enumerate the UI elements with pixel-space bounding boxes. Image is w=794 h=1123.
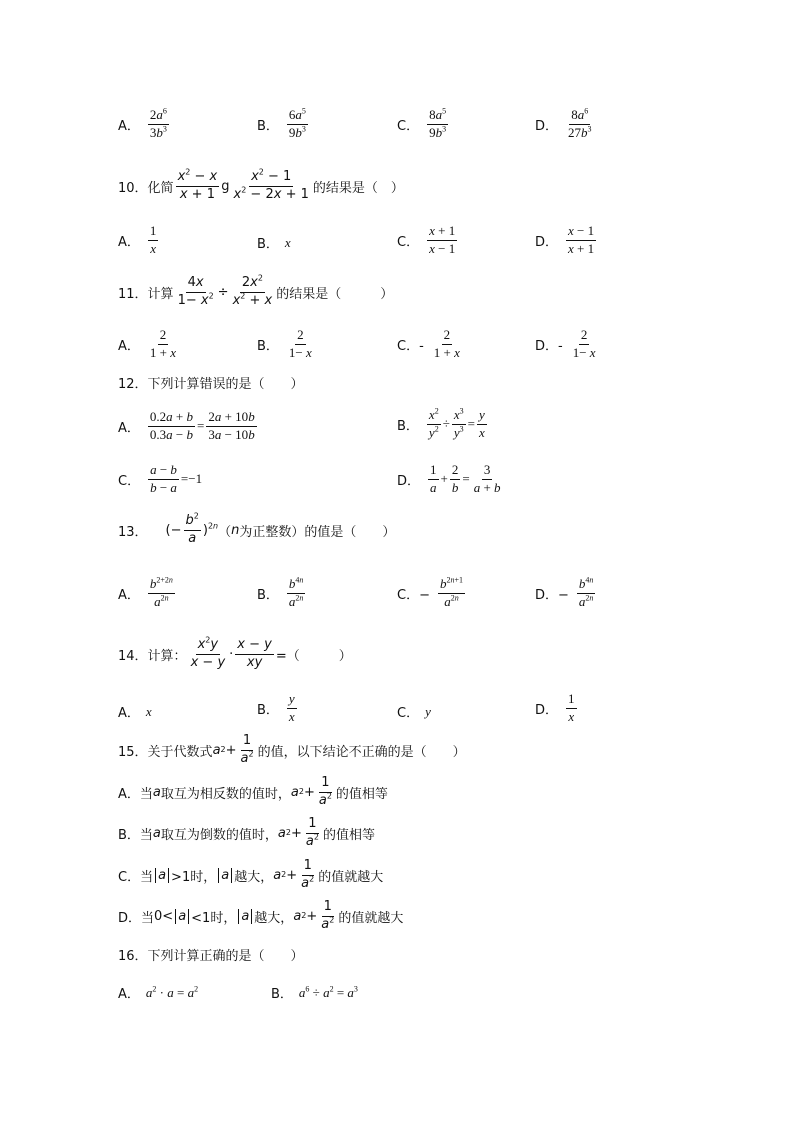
- q10-fraction-1: $\frac{x^2 - x}{x + 1}$: [177, 167, 218, 202]
- q13-stem: 13． (− $\frac{b^2}{a}$ )$^{2n}$ （ n 为正整数）的值是（ ）: [118, 511, 396, 546]
- q14-option-d[interactable]: D． $\frac{1}{x}$: [535, 691, 575, 724]
- q13-option-d[interactable]: D．− $\frac{b^{4n}}{a^{2n}}$: [535, 575, 594, 609]
- q15-option-a[interactable]: A．当 a 取互为相反数的值时， a 2 + $\frac{1}{a^2}$ 的值相等: [118, 775, 388, 808]
- q10-option-d[interactable]: D． $\frac{x - 1}{x + 1}$: [535, 223, 595, 256]
- q16-stem: 16． 下列计算正确的是（ ）: [118, 949, 304, 964]
- q11-option-d[interactable]: D．- $\frac{2}{1- x}$: [535, 327, 596, 360]
- q14-stem: 14． 计算： $\frac{x^2y}{x - y}$ · $\frac{x - y}{xy}$ =（ ）: [118, 635, 352, 670]
- q13-option-a[interactable]: A． $\frac{b^{2+2n}}{a^{2n}}$: [118, 575, 173, 609]
- q15-option-d[interactable]: D．当 0< a <1时， a 越大， a 2 + $\frac{1}{a^2}$ 的值就越大: [118, 899, 404, 932]
- q16-option-b[interactable]: B． $a^6 \div a^2 = a^3$: [271, 984, 358, 1002]
- q16-option-a[interactable]: A． $a^2 \cdot a = a^2$: [118, 984, 199, 1002]
- q10-option-c[interactable]: C． $\frac{x + 1}{x - 1}$: [397, 223, 456, 256]
- q9-option-a[interactable]: A． $\frac{2a^6}{3b^3}$: [118, 106, 167, 140]
- q11-option-b[interactable]: B． $\frac{2}{1- x}$: [257, 327, 312, 360]
- q13-option-b[interactable]: B． $\frac{b^{4n}}{a^{2n}}$: [257, 575, 304, 609]
- q9-option-c[interactable]: C． $\frac{8a^5}{9b^3}$: [397, 106, 447, 140]
- q12-option-c[interactable]: C． $\frac{a - b}{b - a}$ =−1: [118, 462, 203, 495]
- q9-option-d[interactable]: D． $\frac{8a^6}{27b^3}$: [535, 106, 592, 140]
- q13-option-c[interactable]: C．− $\frac{b^{2n+1}}{a^{2n}}$: [397, 575, 463, 609]
- q10-stem: 10． 化简 $\frac{x^2 - x}{x + 1}$ g $\frac{x^2 - 1}{x^2 - 2x + 1}$ 的结果是（ ）: [118, 167, 404, 202]
- q12-option-a[interactable]: A． $\frac{0.2a + b}{0.3a - b}$ = $\frac{2a + 10b}{3a - 10b}$: [118, 409, 255, 442]
- q14-option-a[interactable]: A． x: [118, 703, 152, 721]
- q12-option-b[interactable]: B． $\frac{x^2}{y^2}$ ÷ $\frac{x^3}{y^3}$ = $\frac{y}{x}$: [397, 406, 485, 440]
- q11-stem: 11． 计算 $\frac{4x}{1- x^2}$ ÷ $\frac{2x^2}{x^2 + x}$ 的结果是（ ）: [118, 273, 394, 308]
- q15-stem: 15． 关于代数式 a 2 + $\frac{1}{a^2}$ 的值，以下结论不正确的是（ ）: [118, 733, 466, 766]
- q10-fraction-2: $\frac{x^2 - 1}{x^2 - 2x + 1}$: [233, 167, 309, 202]
- q9-a-fraction: $\frac{2a^6}{3b^3}$: [149, 106, 167, 140]
- q10-option-b[interactable]: B． x: [257, 234, 291, 252]
- q12-option-d[interactable]: D． $\frac{1}{a}$ + $\frac{2}{b}$ = $\frac{3}{a + b}$: [397, 462, 501, 495]
- q15-option-b[interactable]: B．当 a 取互为倒数的值时， a 2 + $\frac{1}{a^2}$ 的值相等: [118, 816, 375, 849]
- q12-stem: 12． 下列计算错误的是（ ）: [118, 377, 304, 392]
- q9-d-fraction: $\frac{8a^6}{27b^3}$: [568, 106, 592, 140]
- q11-option-c[interactable]: C．- $\frac{2}{1 + x}$: [397, 327, 460, 360]
- q9-option-b[interactable]: B． $\frac{6a^5}{9b^3}$: [257, 106, 306, 140]
- q15-option-c[interactable]: C．当 a >1时， a 越大， a 2 + $\frac{1}{a^2}$ 的值就越大: [118, 858, 384, 891]
- q11-option-a[interactable]: A． $\frac{2}{1 + x}$: [118, 327, 177, 360]
- q9-c-fraction: $\frac{8a^5}{9b^3}$: [429, 106, 447, 140]
- q14-option-c[interactable]: C． y: [397, 703, 431, 721]
- q9-b-fraction: $\frac{6a^5}{9b^3}$: [288, 106, 306, 140]
- q14-option-b[interactable]: B． $\frac{y}{x}$: [257, 691, 295, 724]
- q10-option-a[interactable]: A． $\frac{1}{x}$: [118, 223, 157, 256]
